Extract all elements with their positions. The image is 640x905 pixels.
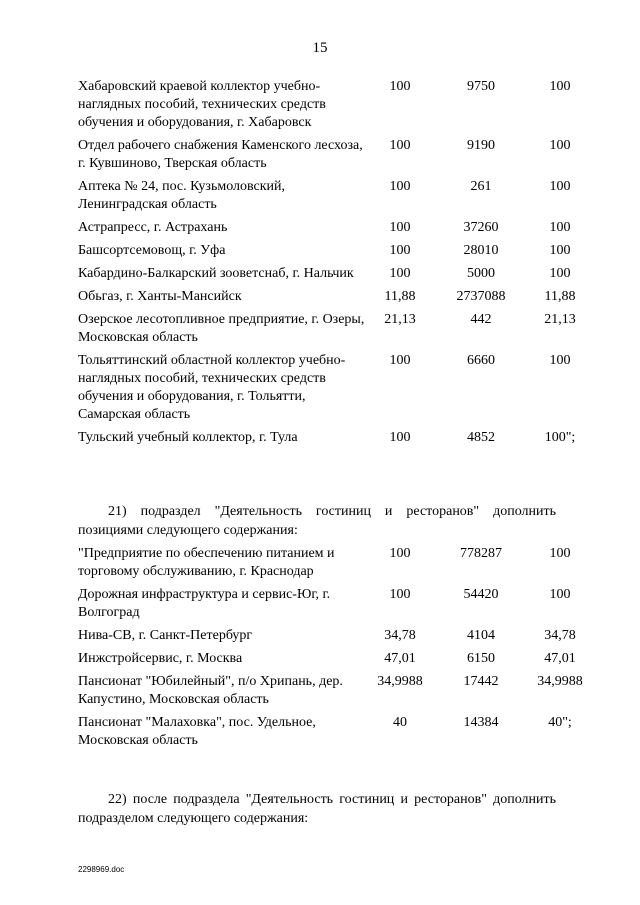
- org-name: Пансионат "Юбилейный", п/о Хрипань, дер. Капустино, Московская область: [78, 674, 343, 707]
- value-col1: 40: [393, 715, 407, 730]
- value-col3: 100: [549, 266, 571, 281]
- value-col3: 40";: [548, 715, 572, 730]
- document-filename: 2298969.doc: [78, 865, 125, 874]
- page-number: 15: [312, 40, 328, 56]
- value-col2: 4104: [467, 628, 495, 643]
- value-col3: 100: [549, 353, 571, 368]
- org-name: Нива-СВ, г. Санкт-Петербург: [78, 628, 253, 643]
- value-col2: 9750: [467, 79, 495, 94]
- value-col1: 47,01: [384, 651, 416, 666]
- value-col1: 100: [389, 138, 411, 153]
- value-col1: 100: [389, 430, 411, 445]
- value-col3: 11,88: [544, 289, 576, 304]
- org-name: Тольяттинский областной коллектор учебно-наглядных пособий, технических средств обучения и оборудования, г. Тольятти, Самарская область: [78, 353, 346, 422]
- org-name: Кабардино-Балкарский зооветснаб, г. Нальчик: [78, 266, 354, 281]
- org-name: Башсортсемовощ, г. Уфа: [78, 243, 226, 258]
- table-row: [78, 673, 593, 714]
- value-col2: 5000: [467, 266, 495, 281]
- value-col1: 100: [389, 266, 411, 281]
- value-col2: 28010: [463, 243, 499, 258]
- org-name: "Предприятие по обеспечению питанием и торговому обслуживанию, г. Краснодар: [78, 546, 335, 579]
- table-row: [78, 311, 593, 352]
- value-col2: 6150: [467, 651, 495, 666]
- org-name: Озерское лесотопливное предприятие, г. Озеры, Московская область: [78, 312, 365, 345]
- org-name: Тульский учебный коллектор, г. Тула: [78, 430, 298, 445]
- value-col1: 100: [389, 353, 411, 368]
- value-col3: 21,13: [544, 312, 576, 327]
- table-row: [78, 586, 593, 627]
- value-col1: 100: [389, 79, 411, 94]
- value-col2: 54420: [463, 587, 499, 602]
- value-col1: 34,9988: [377, 674, 423, 689]
- value-col2: 9190: [467, 138, 495, 153]
- table-row: [78, 242, 593, 265]
- value-col3: 100: [549, 220, 571, 235]
- table-row: [78, 219, 593, 242]
- value-col1: 34,78: [384, 628, 416, 643]
- value-col1: 21,13: [384, 312, 416, 327]
- org-name: Отдел рабочего снабжения Каменского лесхоза, г. Кувшиново, Тверская область: [78, 138, 363, 171]
- org-name: Пансионат "Малаховка", пос. Удельное, Московская область: [78, 715, 316, 748]
- value-col3: 100: [549, 243, 571, 258]
- table-row: [78, 178, 593, 219]
- value-col2: 261: [470, 179, 492, 194]
- org-name: Хабаровский краевой коллектор учебно-наглядных пособий, технических средств обучения и оборудования, г. Хабаровск: [78, 79, 326, 130]
- table-row: [78, 714, 593, 755]
- value-col3: 34,78: [544, 628, 576, 643]
- value-col2: 4852: [467, 430, 495, 445]
- value-col3: 100: [549, 587, 571, 602]
- paragraph-22: 22) после подраздела "Деятельность гостиниц и ресторанов" дополнить подразделом следующего содержания:: [78, 792, 556, 826]
- value-col3: 100: [549, 179, 571, 194]
- value-col2: 6660: [467, 353, 495, 368]
- table-row: [78, 352, 593, 429]
- value-col2: 442: [470, 312, 492, 327]
- value-col2: 14384: [463, 715, 499, 730]
- table-row: [78, 650, 593, 673]
- organizations-table-2: [78, 545, 593, 755]
- value-col3: 34,9988: [537, 674, 583, 689]
- organizations-table-1: [78, 78, 593, 452]
- org-name: Аптека № 24, пос. Кузьмоловский, Ленинградская область: [78, 179, 286, 212]
- value-col2: 17442: [463, 674, 499, 689]
- value-col2: 37260: [463, 220, 499, 235]
- paragraph-21: 21) подраздел "Деятельность гостиниц и ресторанов" дополнить позициями следующего содержания:: [78, 504, 556, 538]
- value-col1: 100: [389, 220, 411, 235]
- org-name: Инжстройсервис, г. Москва: [78, 651, 243, 666]
- value-col3: 100: [549, 79, 571, 94]
- value-col1: 100: [389, 243, 411, 258]
- table-row: [78, 78, 593, 137]
- table-row: [78, 545, 593, 586]
- value-col2: 2737088: [456, 289, 506, 304]
- org-name: Астрапресс, г. Астрахань: [78, 220, 228, 235]
- value-col3: 100: [549, 138, 571, 153]
- org-name: Обьгаз, г. Ханты-Мансийск: [78, 289, 242, 304]
- value-col2: 778287: [460, 546, 502, 561]
- table-row: [78, 288, 593, 311]
- value-col3: 47,01: [544, 651, 576, 666]
- org-name: Дорожная инфраструктура и сервис-Юг, г. Волгоград: [78, 587, 331, 620]
- table-row: [78, 265, 593, 288]
- table-row: [78, 137, 593, 178]
- value-col3: 100";: [544, 430, 576, 445]
- value-col1: 100: [389, 179, 411, 194]
- value-col1: 100: [389, 587, 411, 602]
- value-col1: 11,88: [384, 289, 416, 304]
- table-row: [78, 429, 593, 452]
- value-col1: 100: [389, 546, 411, 561]
- table-row: [78, 627, 593, 650]
- value-col3: 100: [549, 546, 571, 561]
